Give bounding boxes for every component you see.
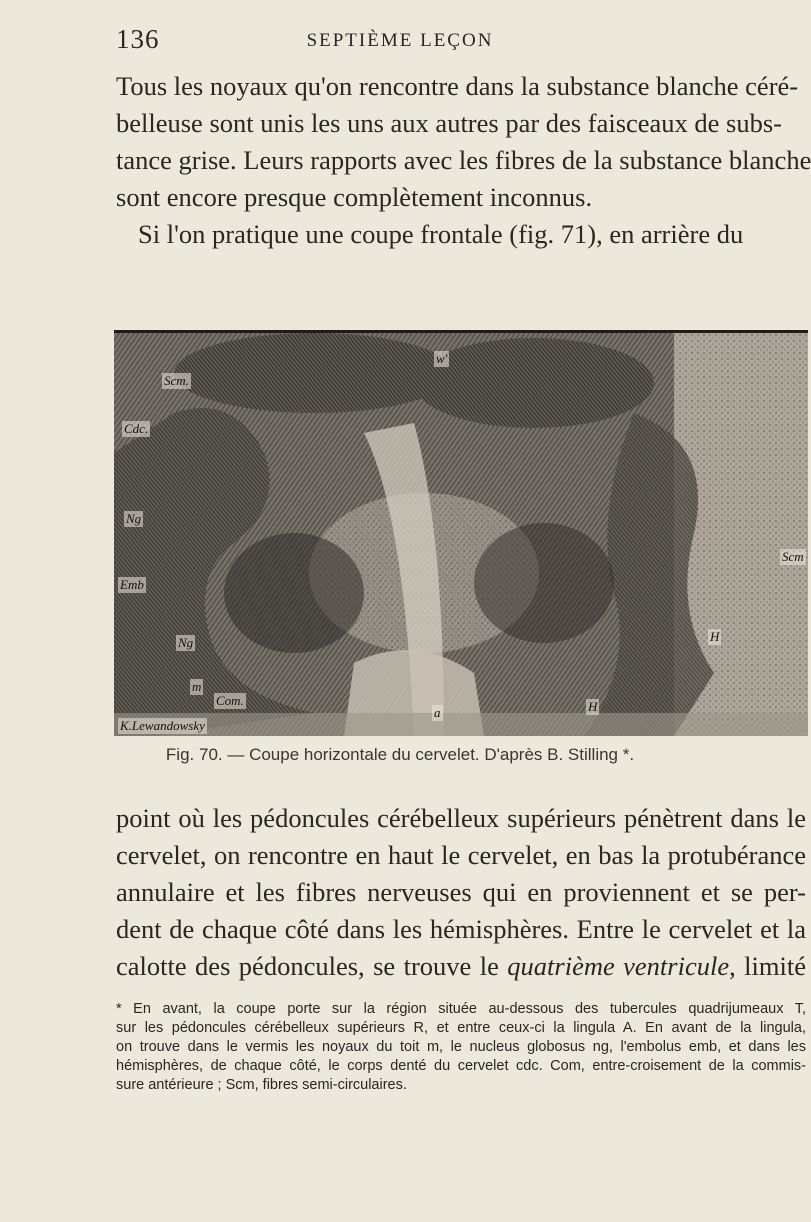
- text-run: , limité: [729, 951, 807, 981]
- paragraph-main: [116, 800, 806, 985]
- text-run: calotte des pédoncules, se trouve le: [116, 951, 499, 981]
- footnote-line: hémisphères, de chaque côté, le corps denté du cervelet cdc. Com, entre-croisement de la commis-: [116, 1058, 806, 1074]
- label-scm-right: Scm: [782, 549, 804, 564]
- footnote-line: * En avant, la coupe porte sur la région située au-dessous des tubercules quadrijumeaux T,: [116, 1001, 806, 1017]
- text-line: annulaire et les fibres nerveuses qui en proviennent et se per-: [116, 877, 806, 907]
- label-com: Com.: [216, 693, 244, 708]
- label-m: m: [192, 679, 202, 694]
- text-line: belleuse sont unis les uns aux autres par des faisceaux de subs-: [116, 108, 783, 138]
- figure-caption: Fig. 70. — Coupe horizontale du cervelet. D'après B. Stilling *.: [165, 745, 635, 764]
- cerebellum-illustration: [114, 333, 808, 736]
- page-number: 136: [116, 24, 160, 54]
- label-emb: Emb: [120, 577, 144, 592]
- text-line: tance grise. Leurs rapports avec les fibres de la substance blanche: [116, 145, 811, 175]
- label-ng-lower: Ng: [178, 635, 194, 650]
- text-line: [116, 948, 806, 985]
- label-h-lower: H: [588, 699, 598, 714]
- running-title: SEPTIÈME LEÇON: [306, 30, 494, 51]
- label-h-right: H: [710, 629, 720, 644]
- cerebellum-section-figure: [114, 330, 808, 736]
- text-line: Tous les noyaux qu'on rencontre dans la substance blanche céré-: [116, 71, 799, 101]
- label-cdc: Cdc.: [124, 421, 149, 436]
- label-ng-upper: Ng: [126, 511, 142, 526]
- text-line: cervelet, on rencontre en haut le cervelet, en bas la protubérance: [116, 840, 806, 870]
- footnote-line: sur les pédoncules cérébelleux supérieurs R, et entre ceux-ci la lingula A. En avant de la lingula,: [116, 1020, 806, 1036]
- text-line: Si l'on pratique une coupe frontale (fig. 71), en arrière du: [138, 219, 744, 249]
- page-header: [0, 24, 800, 64]
- label-scm-left: Scm.: [164, 373, 189, 388]
- label-a: a: [434, 705, 441, 720]
- footnote-line: sure antérieure ; Scm, fibres semi-circulaires.: [116, 1077, 407, 1093]
- term-italic: quatrième ventricule: [507, 951, 730, 981]
- engraver-signature: K.Lewandowsky: [120, 718, 205, 733]
- text-line: dent de chaque côté dans les hémisphères. Entre le cervelet et la: [116, 914, 806, 944]
- footnote: [116, 1000, 806, 1095]
- paragraph-intro: [116, 68, 811, 253]
- footnote-line: on trouve dans le vermis les noyaux du toit m, le nucleus globosus ng, l'embolus emb, et dans les: [116, 1039, 806, 1055]
- label-w: w': [436, 351, 448, 366]
- text-line: point où les pédoncules cérébelleux supérieurs pénètrent dans le: [116, 803, 806, 833]
- text-line: sont encore presque complètement inconnus.: [116, 182, 593, 212]
